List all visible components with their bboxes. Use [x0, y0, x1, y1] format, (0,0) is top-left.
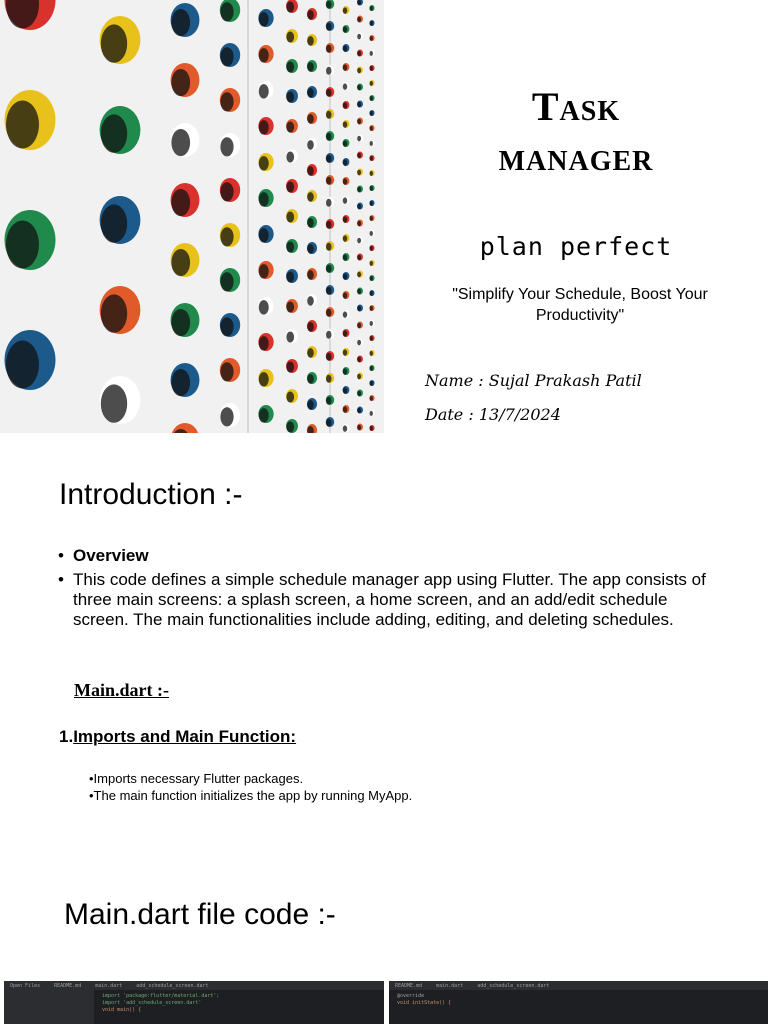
wall-hole: [307, 320, 317, 332]
title-line-2: manager: [498, 134, 654, 179]
wall-hole: [171, 243, 200, 277]
wall-hole: [307, 60, 317, 72]
wall-hole: [258, 261, 273, 279]
wall-hole: [5, 90, 56, 150]
code-line: void main() {: [102, 1007, 142, 1013]
editor-tab: README.md: [395, 982, 423, 989]
introduction-slide: [0, 450, 768, 850]
editor-tab: add_schedule_screen.dart: [136, 982, 209, 989]
wall-hole: [307, 294, 317, 306]
step-title: Imports and Main Function:: [73, 727, 297, 746]
cover-subtitle: plan perfect: [479, 232, 673, 261]
code-line: import 'add_schedule_screen.dart': [102, 1000, 202, 1006]
wall-hole: [220, 88, 240, 112]
wall-hole: [343, 424, 350, 432]
wall-hole: [357, 118, 363, 125]
cover-slide: [0, 0, 768, 433]
wall-hole: [307, 86, 317, 98]
wall-hole: [343, 6, 350, 14]
wall-hole: [369, 20, 374, 26]
author-name: Name : Sujal Prakash Patil: [425, 371, 642, 390]
wall-hole: [343, 101, 350, 109]
wall-hole: [326, 417, 335, 427]
bullet-item: [58, 546, 718, 566]
wall-hole: [258, 81, 273, 99]
title-line-1: Task: [531, 84, 621, 129]
cover-quote: "Simplify Your Schedule, Boost Your Productivity": [452, 286, 708, 324]
editor-tab: main.dart: [95, 982, 123, 989]
wall-hole: [307, 216, 317, 228]
code-line: @override: [397, 993, 425, 999]
wall-hole: [307, 34, 317, 46]
wall-hole: [258, 117, 273, 135]
wall-hole: [369, 185, 374, 191]
wall-hole: [258, 153, 273, 171]
wall-hole: [326, 263, 335, 273]
wall-hole: [171, 183, 200, 217]
wall-hole: [369, 380, 374, 386]
code-line: import 'package:flutter/material.dart';: [102, 993, 220, 999]
wall-hole: [307, 164, 317, 176]
wall-hole: [258, 333, 273, 351]
wall-hole: [369, 290, 374, 296]
wall-hole: [220, 403, 240, 427]
wall-hole: [369, 95, 374, 101]
wall-hole: [258, 405, 273, 423]
wall-hole: [326, 109, 335, 119]
wall-hole: [220, 223, 240, 247]
wall-hole: [220, 133, 240, 157]
wall-hole: [369, 350, 374, 356]
wall-hole: [286, 419, 298, 433]
editor-tab-bar: [389, 981, 768, 990]
wall-hole: [343, 44, 350, 52]
sub-bullet-item: •Imports necessary Flutter packages.: [89, 771, 304, 786]
wall-hole: [258, 189, 273, 207]
wall-hole: [343, 25, 350, 33]
editor-tab-bar: [4, 981, 384, 990]
wall-hole: [326, 65, 335, 75]
wall-hole: [100, 106, 141, 154]
wall-hole: [369, 170, 374, 176]
wall-hole: [307, 268, 317, 280]
wall-hole: [343, 386, 350, 394]
imports-heading: [59, 727, 296, 747]
wall-hole: [357, 50, 363, 57]
wall-hole: [357, 135, 363, 142]
wall-hole: [357, 288, 363, 295]
imports-sub-bullets: [89, 770, 412, 804]
wall-hole: [258, 297, 273, 315]
wall-hole: [357, 237, 363, 244]
wall-hole: [343, 310, 350, 318]
wall-hole: [369, 125, 374, 131]
wall-hole: [357, 186, 363, 193]
wall-hole: [369, 5, 374, 11]
wall-hole: [343, 348, 350, 356]
bullet-dot-icon: •: [58, 570, 64, 589]
main-dart-heading: Main.dart :-: [74, 680, 169, 700]
wall-hole: [357, 424, 363, 431]
wall-hole: [369, 335, 374, 341]
intro-bullet-list: [58, 546, 718, 634]
wall-hole: [357, 271, 363, 278]
wall-hole: [286, 59, 298, 73]
wall-hole: [258, 9, 273, 27]
wall-hole: [171, 63, 200, 97]
wall-hole: [326, 219, 335, 229]
wall-hole: [220, 43, 240, 67]
wall-hole: [357, 305, 363, 312]
code-screenshot-left: [4, 981, 384, 1024]
step-number: 1.: [59, 727, 74, 746]
wall-hole: [357, 84, 363, 91]
wall-hole: [357, 203, 363, 210]
bullet-overview: Overview: [73, 546, 149, 565]
wall-hole: [357, 101, 363, 108]
wall-hole: [369, 65, 374, 71]
wall-hole: [369, 275, 374, 281]
wall-hole: [326, 175, 335, 185]
wall-hole: [307, 138, 317, 150]
wall-hole: [326, 87, 335, 97]
wall-hole: [326, 307, 335, 317]
wall-hole: [286, 359, 298, 373]
editor-tab: Open Files: [10, 982, 41, 989]
wall-hole: [343, 139, 350, 147]
wall-hole: [286, 269, 298, 283]
wall-hole: [369, 410, 374, 416]
wall-hole: [326, 131, 335, 141]
wall-hole: [220, 178, 240, 202]
wall-hole: [357, 254, 363, 261]
wall-hole: [369, 260, 374, 266]
code-lines: [94, 990, 219, 1024]
wall-hole: [357, 33, 363, 40]
wall-hole: [343, 158, 350, 166]
wall-hole: [357, 322, 363, 329]
wall-hole: [326, 329, 335, 339]
wall-hole: [286, 29, 298, 43]
code-screenshot-right: [389, 981, 768, 1024]
editor-tab: main.dart: [436, 982, 464, 989]
wall-hole: [369, 155, 374, 161]
wall-hole: [369, 110, 374, 116]
wall-hole: [343, 82, 350, 90]
wall-hole: [307, 190, 317, 202]
dotted-wall-svg: [0, 0, 384, 433]
wall-hole: [286, 89, 298, 103]
wall-hole: [357, 373, 363, 380]
wall-hole: [369, 305, 374, 311]
wall-hole: [343, 196, 350, 204]
wall-hole: [171, 123, 200, 157]
wall-hole: [343, 234, 350, 242]
wall-hole: [220, 358, 240, 382]
wall-hole: [307, 242, 317, 254]
wall-hole: [343, 253, 350, 261]
wall-hole: [326, 285, 335, 295]
wall-hole: [343, 367, 350, 375]
wall-hole: [286, 119, 298, 133]
wall-hole: [100, 376, 141, 424]
wall-hole: [326, 395, 335, 405]
editor-tab: add_schedule_screen.dart: [477, 982, 550, 989]
wall-hole: [369, 230, 374, 236]
code-line: void initState() {: [397, 1000, 452, 1006]
wall-hole: [286, 179, 298, 193]
wall-hole: [100, 196, 141, 244]
wall-hole: [258, 369, 273, 387]
wall-hole: [357, 407, 363, 414]
wall-hole: [357, 169, 363, 176]
wall-hole: [357, 152, 363, 159]
wall-hole: [357, 220, 363, 227]
wall-hole: [343, 291, 350, 299]
wall-hole: [100, 286, 141, 334]
wall-hole: [326, 373, 335, 383]
bullet-item: [58, 570, 718, 630]
wall-hole: [326, 21, 335, 31]
wall-hole: [326, 197, 335, 207]
wall-hole: [5, 330, 56, 390]
wall-hole: [343, 177, 350, 185]
wall-hole: [369, 140, 374, 146]
wall-hole: [326, 153, 335, 163]
wall-hole: [258, 45, 273, 63]
wall-hole: [343, 63, 350, 71]
wall-hole: [220, 313, 240, 337]
wall-hole: [286, 299, 298, 313]
bullet-description: This code defines a simple schedule manager app using Flutter. The app consists of three main screens: a splash screen, a home screen, and an add/edit schedule screen. The main functionalities include adding, editing, and deleting schedules.: [73, 570, 706, 629]
wall-hole: [369, 50, 374, 56]
wall-hole: [369, 200, 374, 206]
sub-bullet-item: •The main function initializes the app by running MyApp.: [89, 788, 413, 803]
wall-hole: [369, 320, 374, 326]
cover-title: [400, 82, 752, 182]
wall-hole: [100, 16, 141, 64]
wall-hole: [357, 390, 363, 397]
wall-hole: [369, 35, 374, 41]
wall-hole: [307, 112, 317, 124]
wall-hole: [343, 215, 350, 223]
file-tree-panel: [4, 990, 94, 1024]
intro-heading: Introduction :-: [59, 478, 243, 511]
wall-hole: [343, 272, 350, 280]
wall-hole: [220, 268, 240, 292]
wall-hole: [369, 80, 374, 86]
wall-hole: [343, 120, 350, 128]
wall-hole: [357, 16, 363, 23]
wall-hole: [369, 425, 374, 431]
wall-hole: [326, 241, 335, 251]
wall-hole: [307, 398, 317, 410]
wall-hole: [171, 363, 200, 397]
wall-hole: [307, 346, 317, 358]
wall-hole: [369, 395, 374, 401]
wall-hole: [369, 215, 374, 221]
wall-hole: [326, 351, 335, 361]
wall-hole: [343, 405, 350, 413]
code-heading: Main.dart file code :-: [64, 898, 336, 931]
wall-hole: [326, 43, 335, 53]
editor-tab: README.md: [54, 982, 82, 989]
wall-hole: [357, 67, 363, 74]
wall-hole: [357, 356, 363, 363]
dotted-wall-image: [0, 0, 384, 433]
bullet-dot-icon: •: [58, 546, 64, 565]
wall-hole: [286, 149, 298, 163]
wall-hole: [286, 329, 298, 343]
wall-hole: [286, 389, 298, 403]
wall-hole: [369, 245, 374, 251]
wall-hole: [307, 8, 317, 20]
wall-hole: [369, 365, 374, 371]
wall-hole: [5, 210, 56, 270]
wall-hole: [258, 225, 273, 243]
wall-hole: [286, 209, 298, 223]
wall-hole: [171, 303, 200, 337]
wall-hole: [171, 3, 200, 37]
code-lines: [389, 990, 768, 1007]
wall-hole: [307, 372, 317, 384]
wall-hole: [286, 239, 298, 253]
wall-hole: [343, 329, 350, 337]
presentation-date: Date : 13/7/2024: [425, 405, 561, 424]
wall-hole: [357, 339, 363, 346]
